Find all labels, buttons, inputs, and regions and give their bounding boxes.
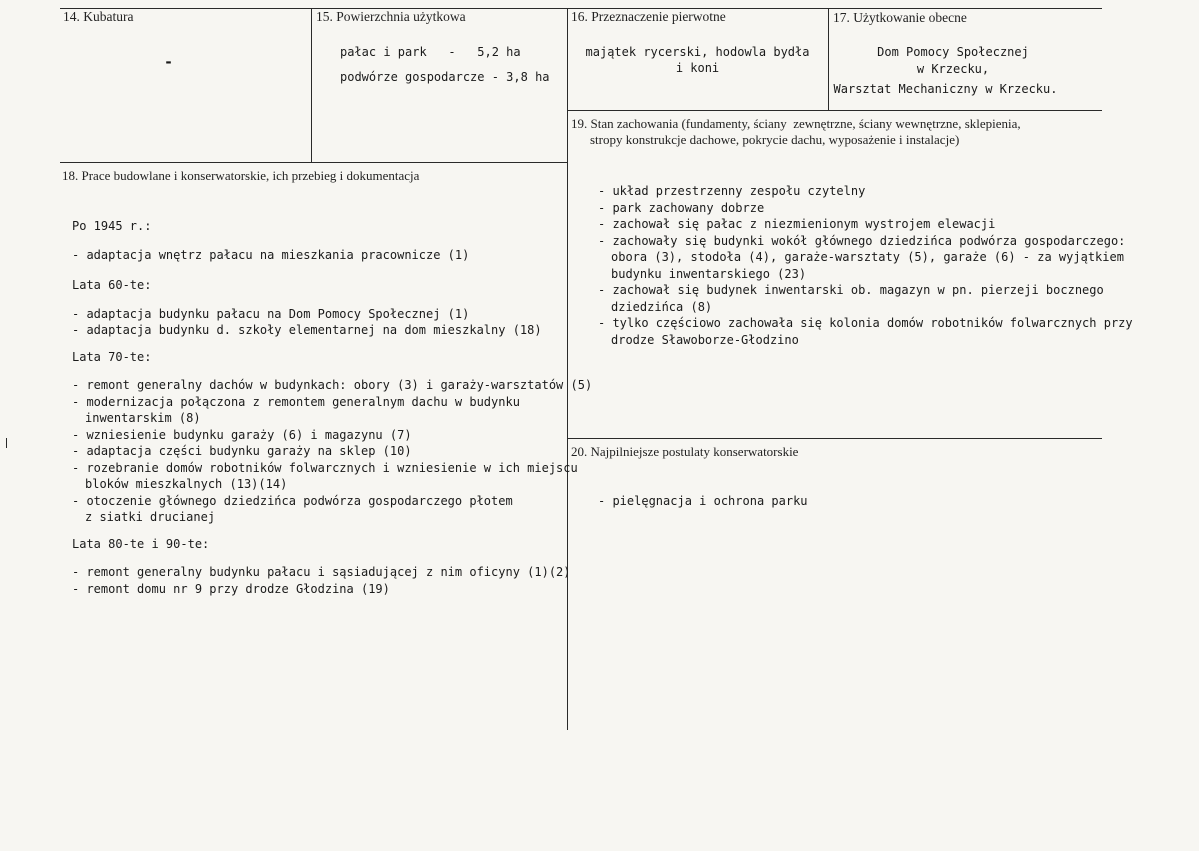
- list-item: z siatki drucianej: [85, 510, 216, 524]
- list-item: - remont generalny dachów w budynkach: obory (3) i garaży-warsztatów (5): [72, 378, 593, 392]
- margin-tick: [6, 438, 7, 448]
- list-item: dziedzińca (8): [611, 299, 713, 314]
- list-item: - adaptacja budynku d. szkoły elementarnej na dom mieszkalny (18): [72, 323, 542, 337]
- list-item: bloków mieszkalnych (13)(14): [85, 477, 288, 491]
- list-item: drodze Sławoborze-Głodzino: [611, 332, 799, 347]
- list-item: - adaptacja wnętrz pałacu na mieszkania pracownicze (1): [72, 247, 470, 262]
- list-item: budynku inwentarskiego (23): [611, 266, 807, 281]
- rule-above-18: [60, 162, 567, 163]
- list-item: - tylko częściowo zachowała się kolonia domów robotników folwarcznych przy: [598, 316, 1133, 330]
- list-item: - rozebranie domów robotników folwarcznych i wzniesienie w ich miejscu: [72, 460, 578, 475]
- postulaty-label: 20. Najpilniejsze postulaty konserwatorskie: [571, 444, 799, 459]
- powierzchnia-line-1: pałac i park - 5,2 ha: [340, 45, 521, 59]
- section-heading-1945: Po 1945 r.:: [72, 219, 152, 233]
- prace-label: 18. Prace budowlane i konserwatorskie, ich przebieg i dokumentacja: [62, 168, 420, 183]
- list-item: - zachował się pałac z niezmienionym wystrojem elewacji: [598, 217, 996, 231]
- list-item: - remont domu nr 9 przy drodze Głodzina (19): [72, 581, 390, 596]
- uzytkowanie-label: 17. Użytkowanie obecne: [833, 10, 967, 25]
- uzytkowanie-line-2: w Krzecku,: [916, 62, 990, 76]
- kubatura-label: 14. Kubatura: [63, 9, 134, 24]
- stan-list: [598, 183, 1133, 348]
- przeznaczenie-line-1: majątek rycerski, hodowla bydła: [585, 45, 810, 59]
- stan-label-line-1: 19. Stan zachowania (fundamenty, ściany zewnętrzne, ściany wewnętrzne, sklepienia,: [571, 116, 1021, 131]
- rule-above-19: [567, 110, 1102, 111]
- section-heading-60: Lata 60-te:: [72, 278, 152, 292]
- list-item: - park zachowany dobrze: [598, 200, 765, 215]
- list-item: - wzniesienie budynku garaży (6) i magazynu (7): [72, 427, 412, 442]
- list-item: - adaptacja budynku pałacu na Dom Pomocy Społecznej (1): [72, 306, 470, 321]
- powierzchnia-label: 15. Powierzchnia użytkowa: [316, 9, 466, 24]
- section-heading-80-90: Lata 80-te i 90-te:: [72, 536, 210, 551]
- list-item: - otoczenie głównego dziedzińca podwórza gospodarczego płotem: [72, 493, 513, 508]
- kubatura-value: -: [164, 53, 174, 71]
- stan-label-line-2: stropy konstrukcje dachowe, pokrycie dachu, wyposażenie i instalacje): [590, 132, 960, 147]
- list-item: inwentarskim (8): [85, 411, 201, 425]
- list-item: - adaptacja części budynku garaży na sklep (10): [72, 444, 412, 458]
- rule-above-20: [567, 438, 1102, 439]
- powierzchnia-line-2: podwórze gospodarcze - 3,8 ha: [340, 70, 550, 84]
- prace-list: [72, 218, 592, 597]
- list-item: - remont generalny budynku pałacu i sąsiadującej z nim oficyny (1)(2): [72, 565, 571, 579]
- uzytkowanie-line-3: Warsztat Mechaniczny w Krzecku.: [833, 82, 1058, 96]
- list-item: - pielęgnacja i ochrona parku: [598, 494, 808, 508]
- list-item: - układ przestrzenny zespołu czytelny: [598, 184, 866, 198]
- list-item: obora (3), stodoła (4), garaże-warsztaty (5), garaże (6) - za wyjątkiem: [611, 250, 1124, 264]
- przeznaczenie-label: 16. Przeznaczenie pierwotne: [571, 9, 726, 24]
- section-heading-70: Lata 70-te:: [72, 349, 152, 364]
- list-item: - modernizacja połączona z remontem generalnym dachu w budynku: [72, 394, 520, 409]
- divider-14-15: [311, 8, 312, 162]
- przeznaczenie-line-2: i koni: [675, 61, 720, 75]
- list-item: - zachowały się budynki wokół głównego dziedzińca podwórza gospodarczego:: [598, 233, 1126, 248]
- postulaty-list: [598, 493, 808, 510]
- uzytkowanie-line-1: Dom Pomocy Społecznej: [877, 45, 1029, 59]
- list-item: - zachował się budynek inwentarski ob. magazyn w pn. pierzeji bocznego: [598, 283, 1104, 297]
